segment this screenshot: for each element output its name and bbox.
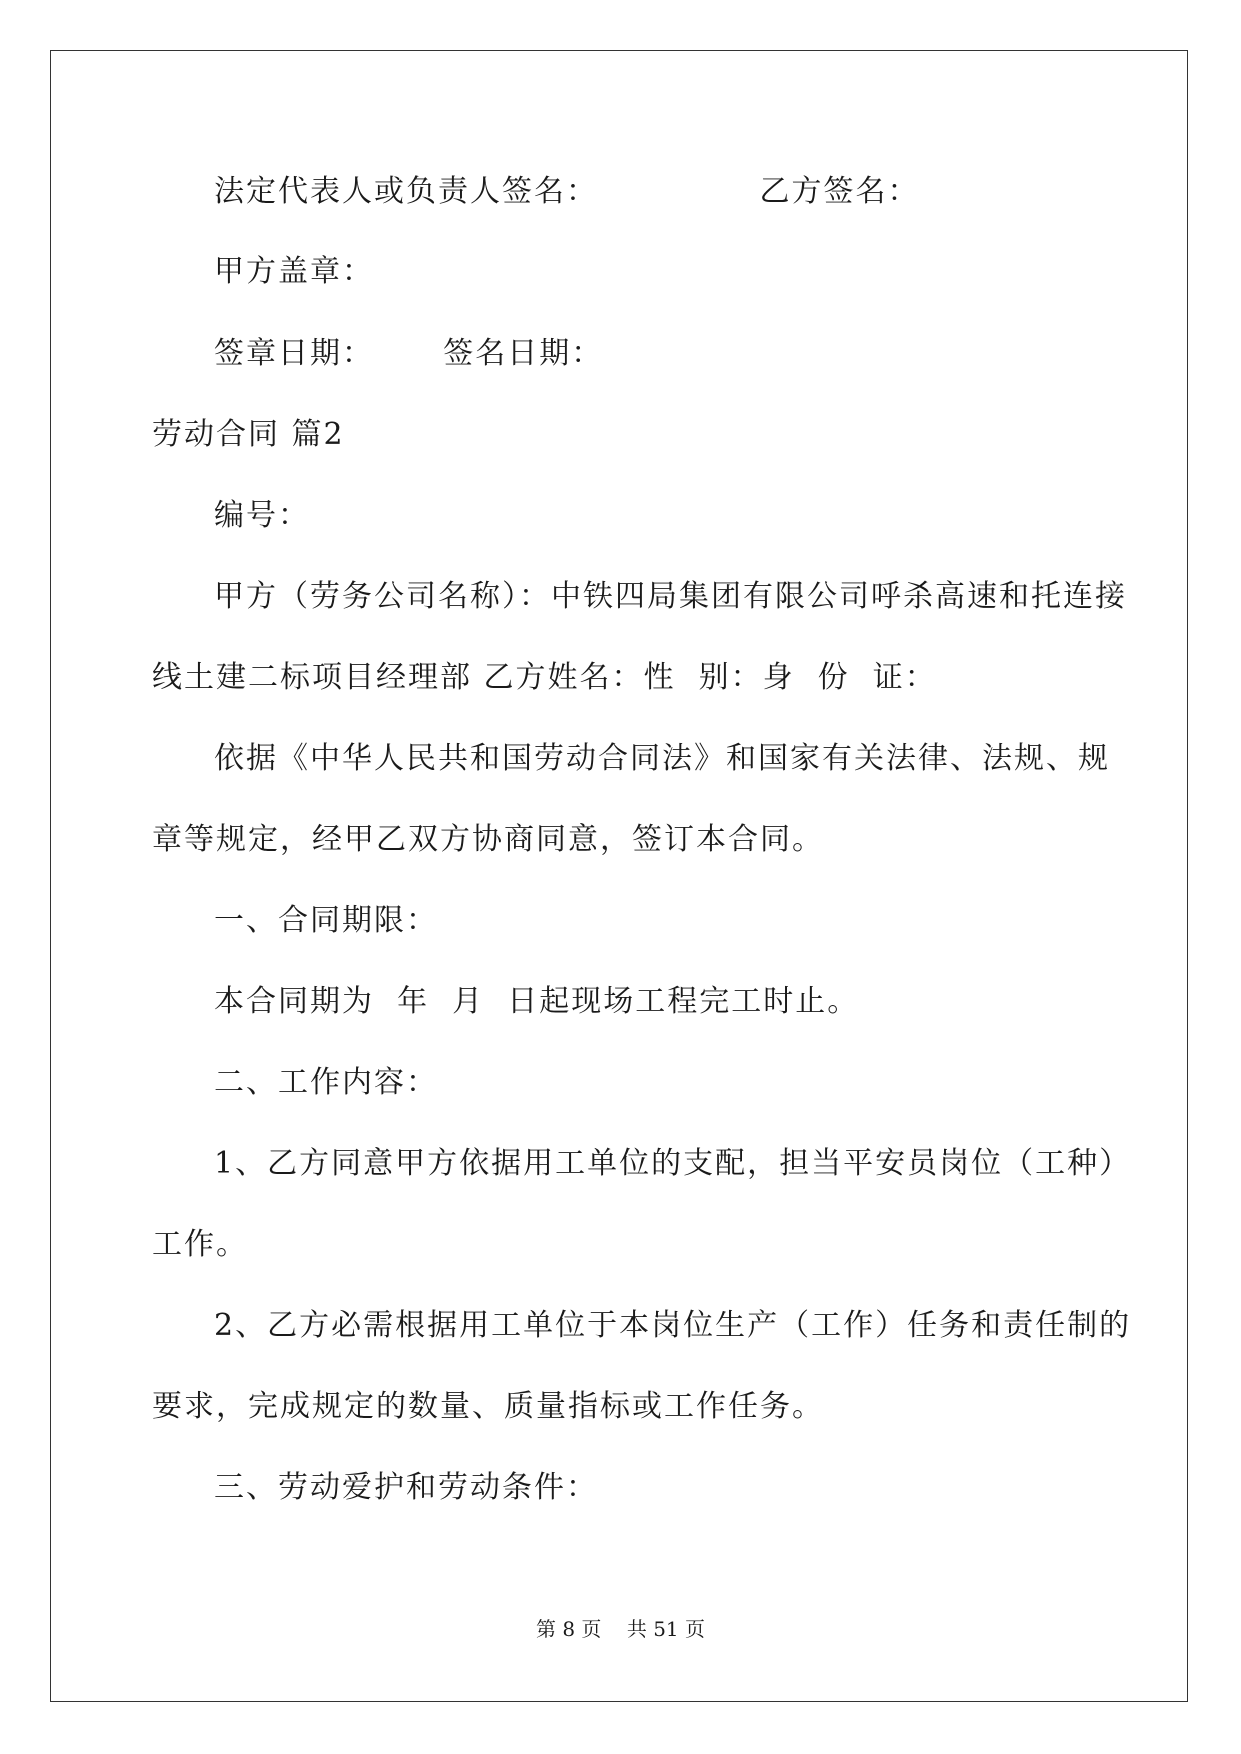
section-heading: 劳动合同 篇2	[152, 417, 345, 452]
clause-1-text: 本合同期为 年 月 日起现场工程完工时止。	[214, 984, 860, 1019]
clause-2-item-2-line-2: 要求，完成规定的数量、质量指标或工作任务。	[152, 1389, 824, 1424]
signature-line-representative: 法定代表人或负责人签名： 乙方签名：	[214, 174, 920, 209]
seal-line: 甲方盖章：	[214, 254, 374, 289]
contract-number: 编号：	[214, 498, 310, 533]
party-a-line-2: 线土建二标项目经理部 乙方姓名：性 别：身 份 证：	[152, 660, 937, 695]
date-line: 签章日期： 签名日期：	[214, 336, 604, 371]
clause-2-heading: 二、工作内容：	[214, 1065, 438, 1100]
clause-2-item-2-line-1: 2、乙方必需根据用工单位于本岗位生产（工作）任务和责任制的	[214, 1308, 1132, 1343]
page-border	[50, 50, 1188, 1702]
basis-paragraph-line-2: 章等规定，经甲乙双方协商同意，签订本合同。	[152, 822, 824, 857]
basis-paragraph-line-1: 依据《中华人民共和国劳动合同法》和国家有关法律、法规、规	[214, 741, 1110, 776]
clause-2-item-1-line-2: 工作。	[152, 1227, 248, 1262]
clause-2-item-1-line-1: 1、乙方同意甲方依据用工单位的支配，担当平安员岗位（工种）	[214, 1146, 1132, 1181]
clause-1-heading: 一、合同期限：	[214, 903, 438, 938]
party-a-line-1: 甲方（劳务公司名称）：中铁四局集团有限公司呼杀高速和托连接	[214, 579, 1127, 614]
clause-3-heading: 三、劳动爱护和劳动条件：	[214, 1470, 598, 1505]
page-number-footer: 第 8 页 共 51 页	[535, 1617, 706, 1641]
